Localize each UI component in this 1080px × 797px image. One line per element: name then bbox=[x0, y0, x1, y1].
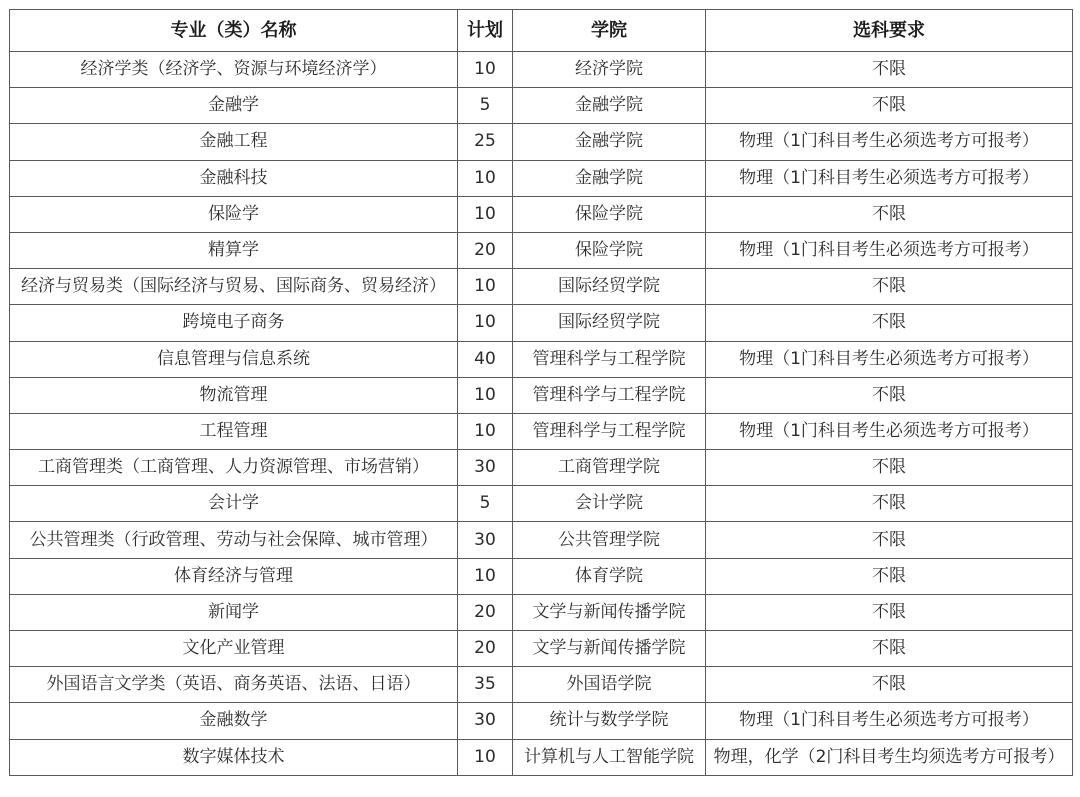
table-row bbox=[10, 305, 1073, 341]
admissions-plan-table bbox=[9, 9, 1073, 776]
cell-requirement: 物理（1门科目考生必须选考方可报考） bbox=[706, 413, 1073, 449]
cell-requirement: 不限 bbox=[706, 88, 1073, 124]
cell-requirement: 不限 bbox=[706, 486, 1073, 522]
cell-plan: 25 bbox=[458, 124, 513, 160]
cell-requirement: 物理，化学（2门科目考生均须选考方可报考） bbox=[706, 739, 1073, 775]
cell-college: 金融学院 bbox=[513, 88, 706, 124]
cell-requirement: 不限 bbox=[706, 667, 1073, 703]
table-row bbox=[10, 52, 1073, 88]
table-row bbox=[10, 558, 1073, 594]
cell-major: 精算学 bbox=[10, 232, 458, 268]
table-row bbox=[10, 269, 1073, 305]
cell-plan: 10 bbox=[458, 558, 513, 594]
table-row bbox=[10, 124, 1073, 160]
cell-major: 公共管理类（行政管理、劳动与社会保障、城市管理） bbox=[10, 522, 458, 558]
table-row bbox=[10, 594, 1073, 630]
cell-plan: 10 bbox=[458, 413, 513, 449]
cell-requirement: 不限 bbox=[706, 450, 1073, 486]
cell-plan: 20 bbox=[458, 594, 513, 630]
cell-major: 经济学类（经济学、资源与环境经济学） bbox=[10, 52, 458, 88]
cell-college: 金融学院 bbox=[513, 124, 706, 160]
cell-requirement: 不限 bbox=[706, 558, 1073, 594]
cell-plan: 40 bbox=[458, 341, 513, 377]
header-major: 专业（类）名称 bbox=[10, 10, 458, 52]
cell-college: 文学与新闻传播学院 bbox=[513, 631, 706, 667]
cell-college: 国际经贸学院 bbox=[513, 269, 706, 305]
cell-major: 工程管理 bbox=[10, 413, 458, 449]
cell-major: 工商管理类（工商管理、人力资源管理、市场营销） bbox=[10, 450, 458, 486]
table-row bbox=[10, 703, 1073, 739]
cell-major: 信息管理与信息系统 bbox=[10, 341, 458, 377]
cell-plan: 10 bbox=[458, 377, 513, 413]
cell-major: 物流管理 bbox=[10, 377, 458, 413]
table-row bbox=[10, 88, 1073, 124]
cell-college: 公共管理学院 bbox=[513, 522, 706, 558]
cell-requirement: 不限 bbox=[706, 631, 1073, 667]
table-body bbox=[10, 52, 1073, 776]
cell-college: 保险学院 bbox=[513, 232, 706, 268]
cell-requirement: 不限 bbox=[706, 196, 1073, 232]
cell-major: 新闻学 bbox=[10, 594, 458, 630]
cell-plan: 30 bbox=[458, 522, 513, 558]
cell-college: 外国语学院 bbox=[513, 667, 706, 703]
cell-plan: 5 bbox=[458, 486, 513, 522]
cell-requirement: 不限 bbox=[706, 594, 1073, 630]
cell-requirement: 物理（1门科目考生必须选考方可报考） bbox=[706, 232, 1073, 268]
cell-major: 经济与贸易类（国际经济与贸易、国际商务、贸易经济） bbox=[10, 269, 458, 305]
cell-major: 金融学 bbox=[10, 88, 458, 124]
table-row bbox=[10, 413, 1073, 449]
cell-college: 工商管理学院 bbox=[513, 450, 706, 486]
table-row bbox=[10, 450, 1073, 486]
table-row bbox=[10, 739, 1073, 775]
cell-college: 计算机与人工智能学院 bbox=[513, 739, 706, 775]
table-header-row bbox=[10, 10, 1073, 52]
cell-plan: 10 bbox=[458, 305, 513, 341]
cell-major: 数字媒体技术 bbox=[10, 739, 458, 775]
table-row bbox=[10, 341, 1073, 377]
cell-requirement: 物理（1门科目考生必须选考方可报考） bbox=[706, 703, 1073, 739]
cell-major: 外国语言文学类（英语、商务英语、法语、日语） bbox=[10, 667, 458, 703]
cell-plan: 30 bbox=[458, 703, 513, 739]
cell-plan: 35 bbox=[458, 667, 513, 703]
cell-major: 保险学 bbox=[10, 196, 458, 232]
cell-major: 金融工程 bbox=[10, 124, 458, 160]
cell-requirement: 物理（1门科目考生必须选考方可报考） bbox=[706, 124, 1073, 160]
cell-college: 金融学院 bbox=[513, 160, 706, 196]
cell-major: 金融科技 bbox=[10, 160, 458, 196]
cell-plan: 10 bbox=[458, 269, 513, 305]
table-row bbox=[10, 196, 1073, 232]
cell-requirement: 物理（1门科目考生必须选考方可报考） bbox=[706, 160, 1073, 196]
table-row bbox=[10, 377, 1073, 413]
table-row bbox=[10, 631, 1073, 667]
cell-requirement: 不限 bbox=[706, 269, 1073, 305]
cell-college: 体育学院 bbox=[513, 558, 706, 594]
cell-plan: 30 bbox=[458, 450, 513, 486]
cell-major: 会计学 bbox=[10, 486, 458, 522]
cell-college: 会计学院 bbox=[513, 486, 706, 522]
cell-major: 跨境电子商务 bbox=[10, 305, 458, 341]
cell-college: 国际经贸学院 bbox=[513, 305, 706, 341]
cell-college: 管理科学与工程学院 bbox=[513, 341, 706, 377]
cell-requirement: 不限 bbox=[706, 52, 1073, 88]
cell-college: 保险学院 bbox=[513, 196, 706, 232]
cell-plan: 20 bbox=[458, 232, 513, 268]
cell-college: 经济学院 bbox=[513, 52, 706, 88]
cell-plan: 10 bbox=[458, 52, 513, 88]
header-plan: 计划 bbox=[458, 10, 513, 52]
cell-major: 体育经济与管理 bbox=[10, 558, 458, 594]
table-row bbox=[10, 522, 1073, 558]
table-row bbox=[10, 160, 1073, 196]
header-college: 学院 bbox=[513, 10, 706, 52]
cell-requirement: 不限 bbox=[706, 377, 1073, 413]
cell-requirement: 不限 bbox=[706, 305, 1073, 341]
cell-plan: 10 bbox=[458, 160, 513, 196]
cell-requirement: 物理（1门科目考生必须选考方可报考） bbox=[706, 341, 1073, 377]
table-row bbox=[10, 232, 1073, 268]
cell-plan: 20 bbox=[458, 631, 513, 667]
header-requirement: 选科要求 bbox=[706, 10, 1073, 52]
cell-college: 管理科学与工程学院 bbox=[513, 377, 706, 413]
cell-plan: 5 bbox=[458, 88, 513, 124]
table-row bbox=[10, 667, 1073, 703]
cell-college: 统计与数学学院 bbox=[513, 703, 706, 739]
cell-plan: 10 bbox=[458, 739, 513, 775]
cell-college: 文学与新闻传播学院 bbox=[513, 594, 706, 630]
cell-major: 金融数学 bbox=[10, 703, 458, 739]
cell-college: 管理科学与工程学院 bbox=[513, 413, 706, 449]
cell-plan: 10 bbox=[458, 196, 513, 232]
cell-major: 文化产业管理 bbox=[10, 631, 458, 667]
table-row bbox=[10, 486, 1073, 522]
cell-requirement: 不限 bbox=[706, 522, 1073, 558]
